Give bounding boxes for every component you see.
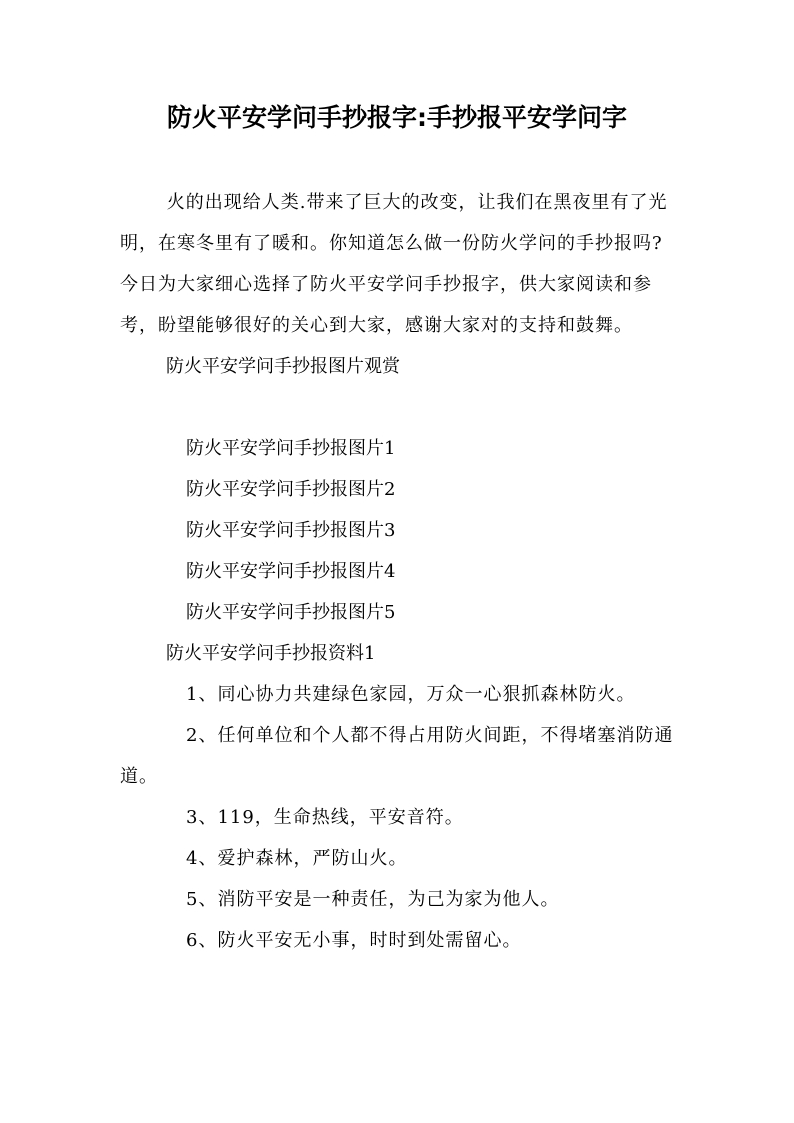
image-caption-3: 防火平安学问手抄报图片3 — [186, 520, 396, 541]
intro-paragraph: 火的出现给人类.带来了巨大的改变，让我们在黑夜里有了光明，在寒冬里有了暖和。你知道怎么做一份防火学问的手抄报吗?今日为大家细心选择了防火平安学问手抄报字，供大家阅读和参考，盼望能够很好的关心到大家，感谢大家对的支持和鼓舞。 — [120, 192, 668, 336]
material-heading: 防火平安学问手抄报资料1 — [166, 643, 376, 664]
image-caption-5: 防火平安学问手抄报图片5 — [186, 602, 396, 623]
image-caption-1: 防火平安学问手抄报图片1 — [186, 438, 396, 459]
slogan-2: 2、任何单位和个人都不得占用防火间距，不得堵塞消防通道。 — [120, 725, 674, 787]
slogan-3: 3、119，生命热线，平安音符。 — [186, 807, 464, 828]
slogan-5: 5、消防平安是一种责任，为己为家为他人。 — [186, 889, 560, 910]
image-caption-4: 防火平安学问手抄报图片4 — [186, 561, 396, 582]
image-caption-2: 防火平安学问手抄报图片2 — [186, 479, 396, 500]
slogan-6: 6、防火平安无小事，时时到处需留心。 — [186, 930, 522, 951]
document-body — [120, 182, 680, 961]
blank-line — [120, 387, 680, 428]
document-title: 防火平安学问手抄报字:手抄报平安学问字 — [167, 103, 627, 132]
gallery-heading: 防火平安学问手抄报图片观赏 — [166, 356, 400, 377]
slogan-4: 4、爱护森林，严防山火。 — [186, 848, 408, 869]
slogan-1: 1、同心协力共建绿色家园，万众一心狠抓森林防火。 — [186, 684, 636, 705]
